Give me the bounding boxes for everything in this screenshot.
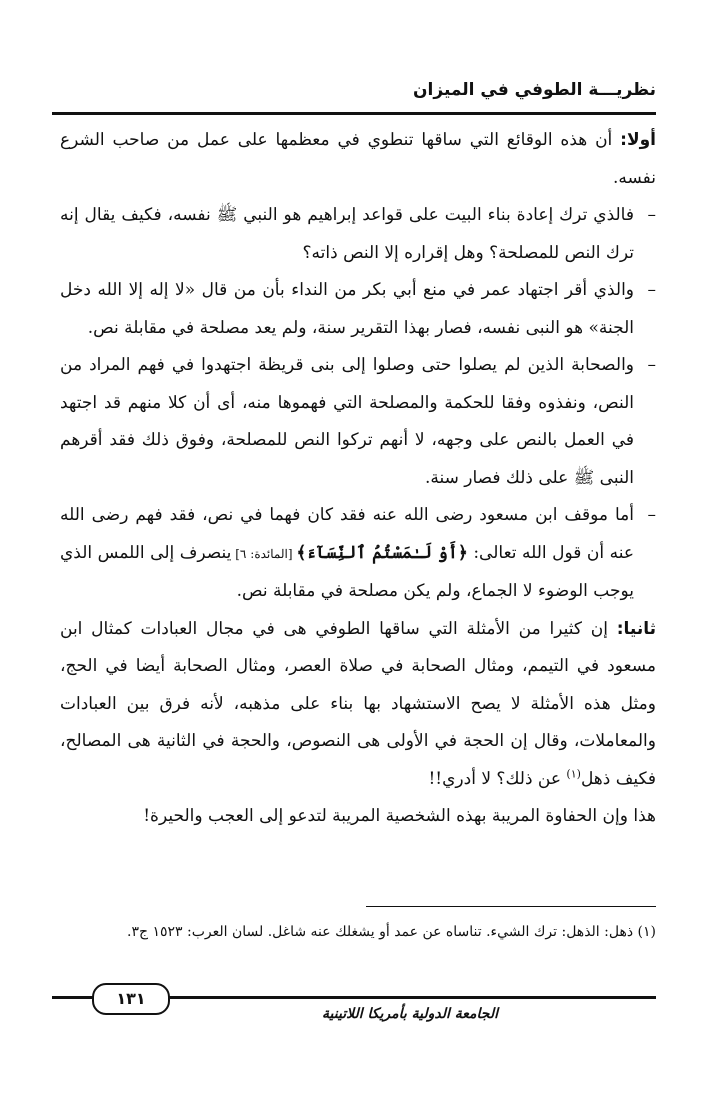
point-two: [60, 611, 656, 799]
publisher-name: الجامعة الدولية بأمريكا اللاتينية: [322, 1006, 498, 1022]
footnote-ref[interactable]: (١): [566, 766, 581, 780]
verse-citation: [المائدة: ٦]: [231, 546, 297, 561]
point-one-text: أن هذه الوقائع التي ساقها تنطوي في معظمها على عمل من صاحب الشرع نفسه.: [60, 130, 656, 188]
bullet-text: ينصرف إلى اللمس الذي يوجب الوضوء لا الجماع، ولم يكن مصلحة في مقابلة نص.: [60, 542, 634, 601]
running-title: نظريـــة الطوفي في الميزان: [413, 80, 656, 100]
point-one-label: أولا:: [620, 130, 656, 150]
bullet-text: والذي أقر اجتهاد عمر في منع أبي بكر من النداء بأن من قال «لا إله إلا الله دخل الجنة» هو النبى نفسه، فصار بهذا التقرير سنة، ولم يعد مصلحة في مقابلة نص.: [60, 280, 634, 338]
closing-paragraph: هذا وإن الحفاوة المريبة بهذه الشخصية المريبة لتدعو إلى العجب والحيرة!: [143, 806, 656, 826]
bullet-text: أما موقف ابن مسعود رضى الله عنه فقد كان فهما في نص، فقد فهم رضى الله عنه أن قول الله تعالى:: [60, 505, 634, 563]
quran-verse: ﴿أَوْ لَـٰمَسْتُمُ ٱلنِّسَآءَ﴾: [296, 542, 468, 563]
point-two-text: إن كثيرا من الأمثلة التي ساقها الطوفي هى في مجال العبادات كمثال ابن مسعود في التيمم، ومثال الصحابة في صلاة العصر، ومثال الصحابة أيضا في الحج، ومثل هذه الأمثلة لا يصح الاستشهاد بها بناء على مذهبه، لأنه فرق بين العبادات والمعاملات، وقال إن الحجة في الأولى هى النصوص، والحجة في الثانية هى المصالح، فكيف ذهل: [60, 618, 656, 789]
point-two-label: ثانيا:: [616, 618, 656, 639]
main-text: [60, 122, 656, 836]
header-rule: [52, 112, 656, 115]
bullet-text: والصحابة الذين لم يصلوا حتى وصلوا إلى بنى قريظة اجتهدوا في فهم المراد من النص، ونفذوه وفقا للحكمة والمصلحة التي فهموها منه، أى أن كلا منهم قد اجتهد في العمل بالنص على وجهه، لا أنهم تركوا النص للمصلحة، وفوق ذلك فقد أقرهم النبى ﷺ على ذلك فصار سنة.: [60, 355, 635, 488]
bullet-item: [60, 197, 656, 272]
bullet-item: [60, 347, 656, 497]
bullet-dash: –: [647, 355, 656, 375]
point-two-end: عن ذلك؟ لا أدري!!: [428, 768, 567, 789]
bullet-dash: –: [647, 505, 656, 525]
bullet-item: [60, 272, 656, 347]
footnote-rule: [366, 906, 656, 907]
bullet-text: فالذي ترك إعادة بناء البيت على قواعد إبراهيم هو النبي ﷺ نفسه، فكيف يقال إنه ترك النص للمصلحة؟ وهل إقراره إلا النص ذاته؟: [60, 205, 634, 263]
point-one: [60, 122, 656, 197]
footnote-text: (١) ذهل: الذهل: ترك الشيء. تناساه عن عمد أو يشغلك عنه شاغل. لسان العرب: ١٥٢٣ ج٣.: [126, 924, 656, 940]
page-number: ١٣١: [92, 983, 170, 1015]
bullet-item: [60, 497, 656, 611]
bullet-dash: –: [647, 280, 656, 300]
bullet-dash: –: [647, 205, 656, 225]
